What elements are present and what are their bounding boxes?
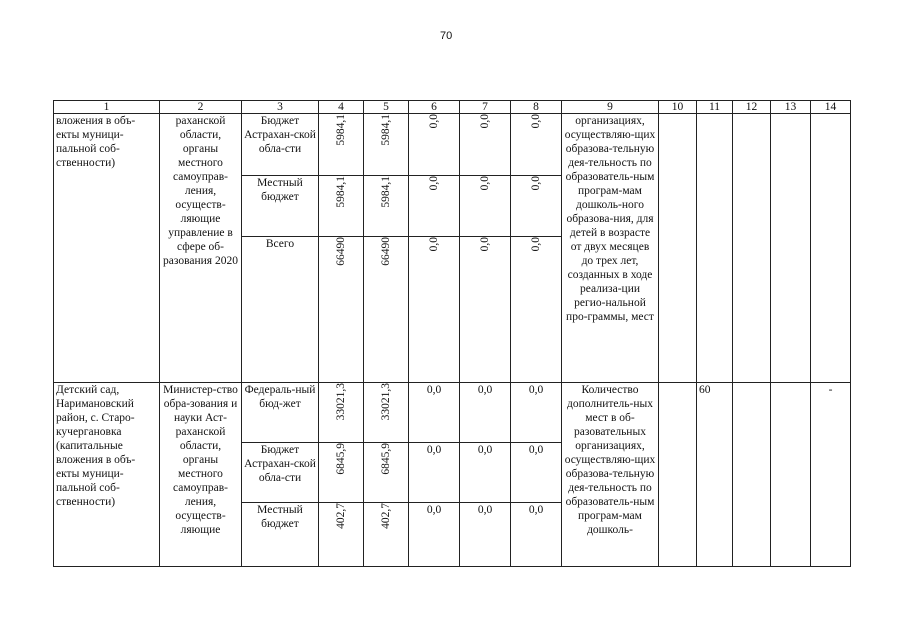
value-col8: 0,0 xyxy=(530,176,542,191)
value-col7: 0,0 xyxy=(460,383,511,443)
header-cell: 7 xyxy=(460,101,511,114)
object-name-cell: вложения в объ-екты муници-пальной соб-ственности) xyxy=(54,114,160,383)
value-col7: 0,0 xyxy=(479,114,491,129)
value-col5: 402,7 xyxy=(380,503,392,529)
page-number: 70 xyxy=(440,30,453,42)
header-cell: 14 xyxy=(811,101,851,114)
funding-source-cell: Бюджет Астрахан-ской обла-сти xyxy=(242,114,319,176)
header-row xyxy=(54,101,851,114)
budget-table xyxy=(53,100,851,567)
value-col8: 0,0 xyxy=(511,443,562,503)
indicator-cell: Количество дополнитель-ных мест в об-разовательных организациях, осуществляю-щих образова-тельную дея-тельность по образователь-ным програм-мам дошколь- xyxy=(562,383,659,567)
indicator-cell: организациях, осуществляю-щих образова-тельную дея-тельность по образователь-ным програм-мам дошколь-ного образова-ния, для детей в возрасте от двух месяцев до трех лет, созданных в ходе реализа-ции регио-нальной про-граммы, мест xyxy=(562,114,659,383)
value-col4: 402,7 xyxy=(335,503,347,529)
value-col6: 0,0 xyxy=(409,383,460,443)
empty-cell xyxy=(659,114,697,383)
value-col4: 5984,1 xyxy=(335,176,347,208)
empty-cell xyxy=(697,114,733,383)
value-col8: 0,0 xyxy=(511,503,562,567)
value-col5: 66490 xyxy=(380,237,392,266)
value-col8: 0,0 xyxy=(530,237,542,252)
header-cell: 12 xyxy=(733,101,771,114)
value-col5: 33021,3 xyxy=(380,383,392,421)
value-col4: 6845,9 xyxy=(335,443,347,475)
value-col7: 0,0 xyxy=(460,503,511,567)
header-cell: 5 xyxy=(364,101,409,114)
object-name-cell: Детский сад, Наримановский район, с. Старо-кучергановка (капитальные вложения в объ-екты муници-пальной соб-ственности) xyxy=(54,383,160,567)
header-cell: 4 xyxy=(319,101,364,114)
value-col4: 66490 xyxy=(335,237,347,266)
empty-cell xyxy=(771,383,811,567)
header-cell: 3 xyxy=(242,101,319,114)
table-row xyxy=(54,114,851,176)
value-col7: 0,0 xyxy=(479,176,491,191)
empty-cell xyxy=(771,114,811,383)
empty-cell xyxy=(733,383,771,567)
value-col7: 0,0 xyxy=(479,237,491,252)
value-col7: 0,0 xyxy=(460,443,511,503)
header-cell: 8 xyxy=(511,101,562,114)
header-cell: 11 xyxy=(697,101,733,114)
empty-cell xyxy=(733,114,771,383)
executor-cell: Министер-ство обра-зования и науки Аст-раханской области, органы местного самоуправ-ления, осуществ-ляющие xyxy=(160,383,242,567)
value-col5: 5984,1 xyxy=(380,114,392,146)
header-cell: 10 xyxy=(659,101,697,114)
funding-source-cell: Всего xyxy=(242,237,319,383)
value-col5: 6845,9 xyxy=(380,443,392,475)
value-col8: 0,0 xyxy=(530,114,542,129)
value-col6: 0,0 xyxy=(409,443,460,503)
table-row xyxy=(54,383,851,443)
value-col6: 0,0 xyxy=(428,237,440,252)
header-cell: 6 xyxy=(409,101,460,114)
value-col6: 0,0 xyxy=(428,114,440,129)
value-col4: 33021,3 xyxy=(335,383,347,421)
empty-cell xyxy=(659,383,697,567)
value-col5: 5984,1 xyxy=(380,176,392,208)
value-col4: 5984,1 xyxy=(335,114,347,146)
funding-source-cell: Местный бюджет xyxy=(242,176,319,237)
value-col6: 0,0 xyxy=(409,503,460,567)
value-col8: 0,0 xyxy=(511,383,562,443)
header-cell: 13 xyxy=(771,101,811,114)
funding-source-cell: Местный бюджет xyxy=(242,503,319,567)
executor-cell: раханской области, органы местного самоуправ-ления, осуществ-ляющие управление в сфере об-разования 2020 xyxy=(160,114,242,383)
header-cell: 2 xyxy=(160,101,242,114)
dash-cell: - xyxy=(811,383,851,567)
header-cell: 9 xyxy=(562,101,659,114)
target-value-cell: 60 xyxy=(697,383,733,567)
empty-cell xyxy=(811,114,851,383)
header-cell: 1 xyxy=(54,101,160,114)
funding-source-cell: Бюджет Астрахан-ской обла-сти xyxy=(242,443,319,503)
funding-source-cell: Федераль-ный бюд-жет xyxy=(242,383,319,443)
value-col6: 0,0 xyxy=(428,176,440,191)
